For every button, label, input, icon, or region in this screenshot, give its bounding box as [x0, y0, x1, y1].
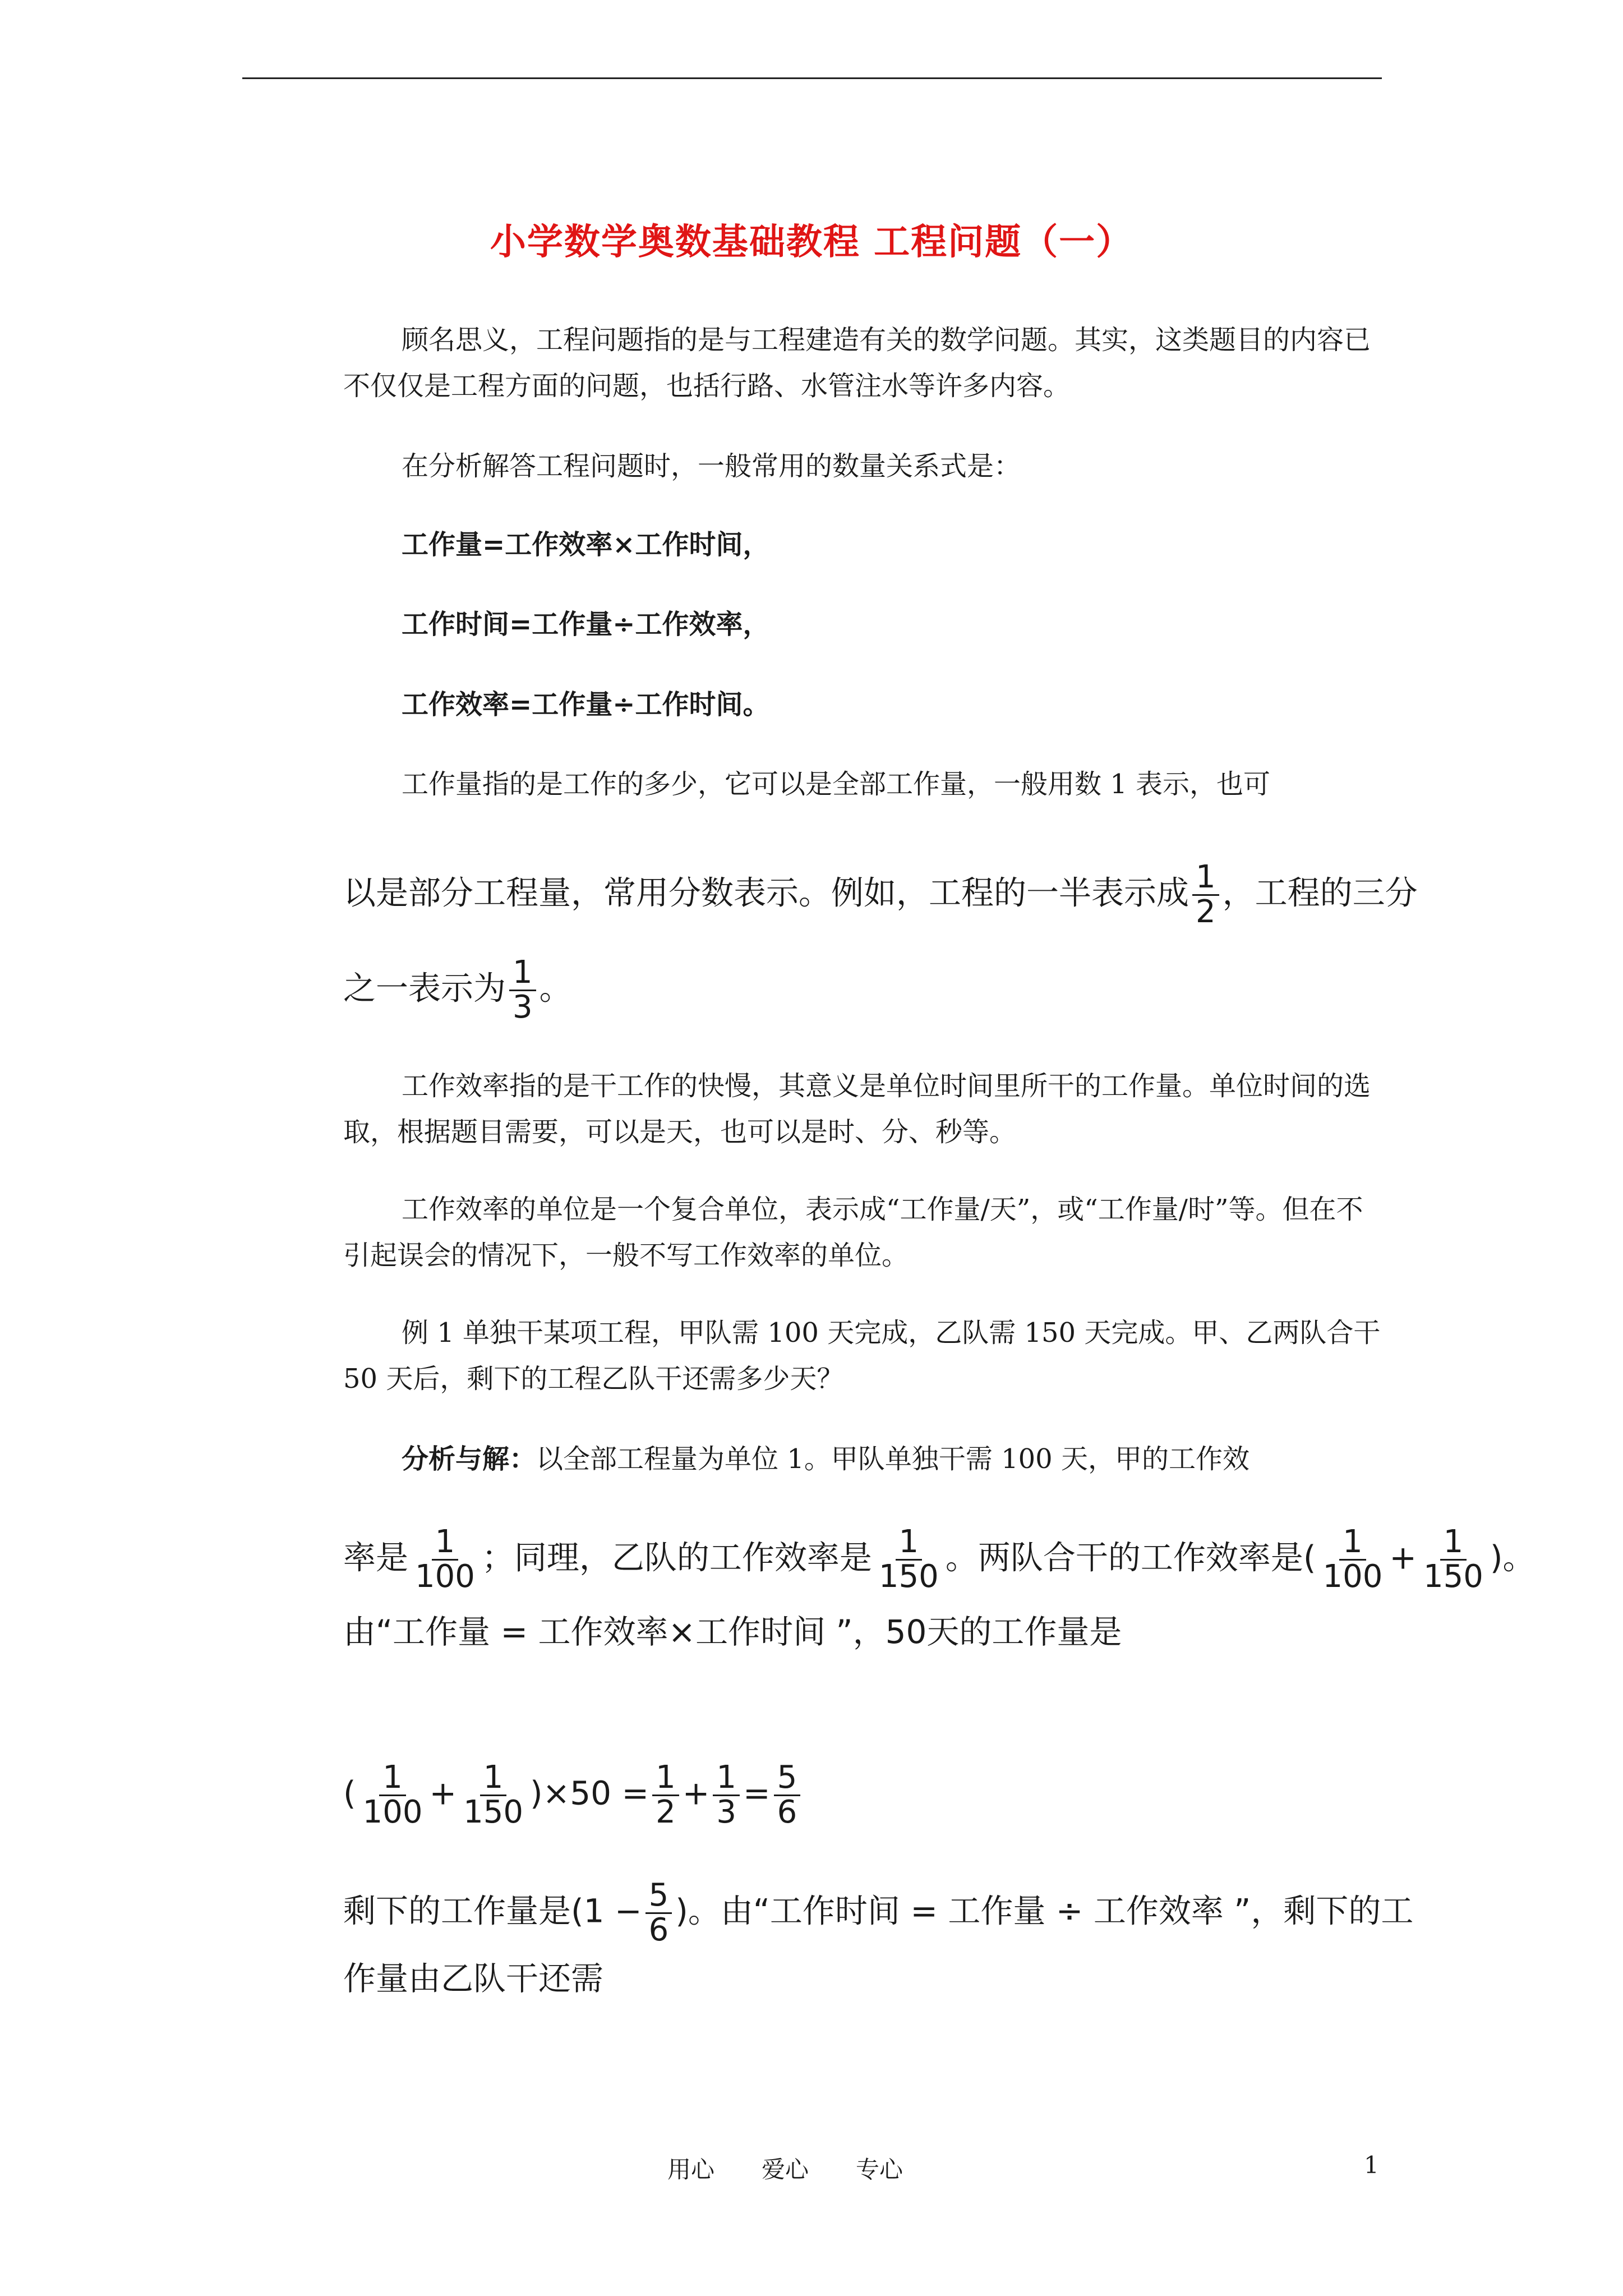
fraction-example-line-2: 之一表示为 $\frac{1}{3}$ 。: [343, 954, 572, 1025]
fraction-1-100: $\frac{1}{100}$: [415, 1524, 475, 1595]
formula-work-time: 工作时间=工作量÷工作效率，: [402, 609, 770, 640]
eq-fraction-1-3: $\frac{1}{3}$: [713, 1761, 740, 1829]
fraction-1-150-sum: $\frac{1}{150}$: [1423, 1524, 1483, 1595]
rate-unit-paragraph: 工作效率的单位是一个复合单位，表示成“工作量/天”，或“工作量/时”等。但在不引起误会的情况下，一般不写工作效率的单位。: [343, 1194, 1363, 1271]
header-rule: [242, 77, 1382, 79]
work-amount-50-days: 由“工作量 = 工作效率×工作时间 ”，50天的工作量是: [343, 1613, 1122, 1651]
eq-fraction-5-6: $\frac{5}{6}$: [774, 1761, 801, 1829]
example-1-paragraph: 例 1 单独干某项工程，甲队需 100 天完成，乙队需 150 天完成。甲、乙两队合干 50 天后，剩下的工程乙队干还需多少天？: [343, 1317, 1381, 1395]
eq-fraction-1-2: $\frac{1}{2}$: [652, 1761, 679, 1829]
fraction-example-line-1: 以是部分工程量，常用分数表示。例如，工程的一半表示成 $\frac{1}{2}$ ，工程的三分: [343, 859, 1418, 930]
remaining-fraction-5-6: $\frac{5}{6}$: [645, 1879, 672, 1947]
page-number: 1: [1364, 2151, 1379, 2179]
relations-intro: 在分析解答工程问题时，一般常用的数量关系式是：: [402, 450, 1021, 482]
eq-fraction-1-150: $\frac{1}{150}$: [463, 1759, 524, 1830]
formula-work-rate: 工作效率=工作量÷工作时间。: [402, 689, 770, 720]
intro-paragraph: 顾名思义，工程问题指的是与工程建造有关的数学问题。其实，这类题目的内容已不仅仅是工程方面的问题，也括行路、水管注水等许多内容。: [343, 324, 1371, 402]
formula-work-amount: 工作量=工作效率×工作时间，: [402, 529, 770, 560]
work-amount-paragraph: 工作量指的是工作的多少，它可以是全部工作量，一般用数 1 表示，也可: [402, 769, 1271, 800]
work-rate-paragraph: 工作效率指的是干工作的快慢，其意义是单位时间里所干的工作量。单位时间的选取，根据题目需要，可以是天，也可以是时、分、秒等。: [343, 1070, 1371, 1148]
analysis-paragraph: 分析与解：以全部工程量为单位 1。甲队单独干需 100 天，甲的工作效: [402, 1443, 1249, 1475]
rate-math-line: 率是 $\frac{1}{100}$ ；同理，乙队的工作效率是 $\frac{1}{150}$ 。两队合干的工作效率是( $\frac{1}{100}$ + $\frac{1}{150}$ )。: [343, 1524, 1536, 1595]
fraction-1-150: $\frac{1}{150}$: [878, 1524, 939, 1595]
fraction-one-third: $\frac{1}{3}$: [509, 956, 536, 1024]
eq-fraction-1-100: $\frac{1}{100}$: [362, 1759, 423, 1830]
remaining-work-line-2: 作量由乙队干还需: [343, 1959, 604, 1998]
equation-line: ( $\frac{1}{100}$ + $\frac{1}{150}$ )×50 = $\frac{1}{2}$ + $\frac{1}{3}$ = $\frac{5}{6}$: [343, 1761, 804, 1829]
footer-motto: 用心 爱心 专心: [667, 2156, 903, 2183]
remaining-work-line: 剩下的工作量是(1 − $\frac{5}{6}$ )。由“工作时间 = 工作量 ÷ 工作效率 ”，剩下的工: [343, 1877, 1414, 1948]
fraction-one-half: $\frac{1}{2}$: [1192, 861, 1219, 929]
page-title: 小学数学奥数基础教程 工程问题（一）: [490, 221, 1133, 263]
fraction-1-100-sum: $\frac{1}{100}$: [1322, 1524, 1383, 1595]
